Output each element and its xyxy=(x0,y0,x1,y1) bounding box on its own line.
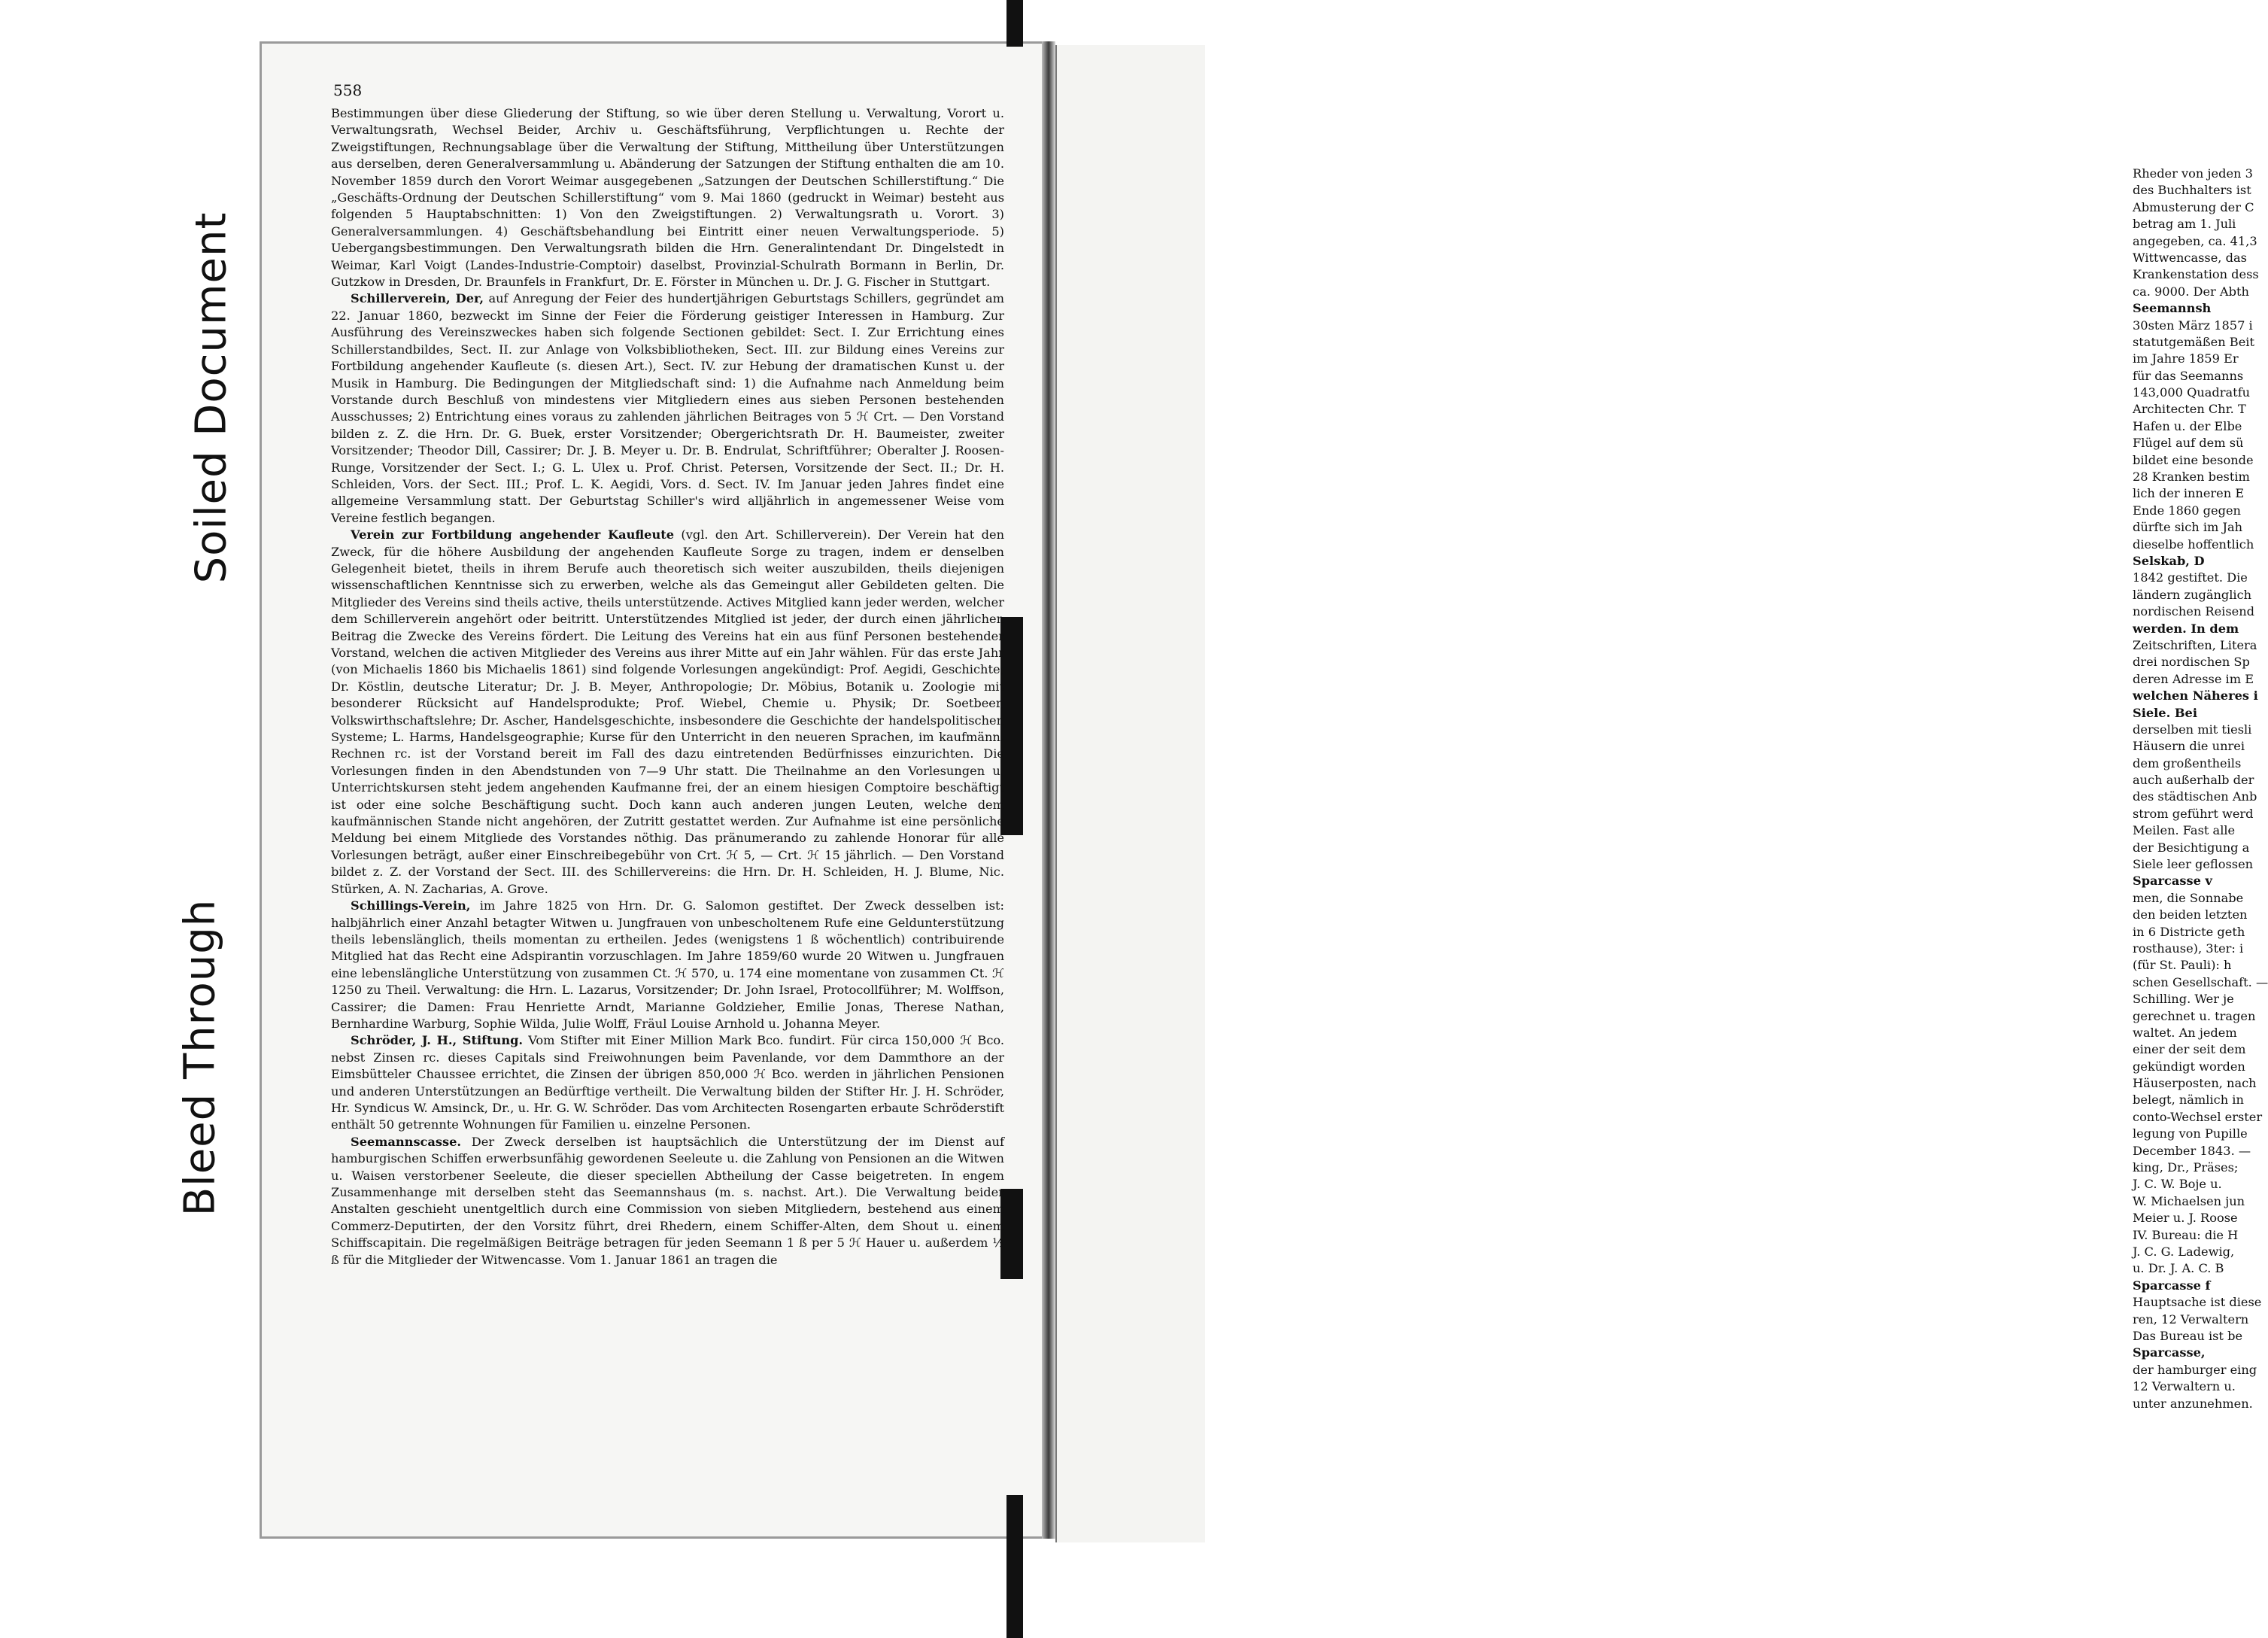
right-page-line: Das Bureau ist be xyxy=(2133,1328,2243,1343)
right-page-line: December 1843. — xyxy=(2133,1143,2251,1158)
right-page-line: ren, 12 Verwaltern xyxy=(2133,1311,2249,1327)
right-page-line: 28 Kranken bestim xyxy=(2133,470,2250,485)
right-page-line: werden. In dem xyxy=(2133,621,2239,636)
entry-paragraph xyxy=(331,898,1004,1032)
right-page-line: betrag am 1. Juli xyxy=(2133,217,2236,232)
entry-text: (vgl. den Art. Schillerverein). Der Verein hat den Zweck, für die höhere Ausbildung der angehenden Kaufleute Sorge zu tragen, indem er denselben Gelegenheit bietet, theils in ihrem Berufe auch theoretisch sich weiter auszubilden, theils diejenigen wissenschaftlichen Kenntnisse sich zu erwerben, welche als das Gemeingut aller Gebildeten gelten. Die Mitglieder des Vereins sind theils active, theils unterstützende. Actives Mitglied kann jeder werden, welcher dem Schillerverein angehört oder beitritt. Unterstützendes Mitglied ist jeder, der durch einen jährlichen Beitrag die Zwecke des Vereins fördert. Die Leitung des Vereins hat ein aus fünf Personen bestehender Vorstand, welchen die activen Mitglieder des Vereins aus ihrer Mitte auf ein Jahr wählen. Für das erste Jahr (von Michaelis 1860 bis Michaelis 1861) sind folgende Vorlesungen angekündigt: Prof. Aegidi, Geschichte; Dr. Köstlin, deutsche Literatur; Dr. J. B. Meyer, Anthropologie; Dr. Möbius, Botanik u. Zoologie mit besonderer Rücksicht auf Handelsprodukte; Prof. Wiebel, Chemie u. Physik; Dr. Soetbeer, Volkswirthschaftslehre; Dr. Ascher, Handelsgeschichte, insbesondere die Geschichte der handelspolitischen Systeme; L. Harms, Handelsgeographie; Kurse für den Unterricht in den neueren Sprachen, im kaufmänn. Rechnen rc. ist der Vorstand bereit im Fall des dazu eintretenden Bedürfnisses einzurichten. Die Vorlesungen finden in den Abendstunden von 7—9 Uhr statt. Die Theilnahme an den Vorlesungen u. Unterrichtskursen steht jedem angehenden Kaufmanne frei, der an einem hiesigen Comptoire beschäftigt ist oder eine solche Beschäftigung sucht. Doch kann auch anderen jungen Leuten, welche dem kaufmännischen Stande nicht angehören, der Zutritt gestattet werden. Zur Aufnahme ist eine persönliche Meldung bei einem Mitgliede des Vorstandes nöthig. Das pränumerando zu zahlende Honorar für alle Vorlesungen beträgt, außer einer Einschreibegebühr von Crt. ℋ 5, — Crt. ℋ 15 jährlich. — Den Vorstand bildet z. Z. der Vorstand der Sect. III. des Schillervereins: die Hrn. Dr. H. Schleiden, H. J. Blume, Nic. Stürken, A. N. Zacharias, A. Grove. xyxy=(331,527,1004,896)
right-page-line: statutgemäßen Beit xyxy=(2133,334,2254,349)
right-page xyxy=(1055,45,2268,1542)
right-page-line: IV. Bureau: die H xyxy=(2133,1227,2239,1242)
right-page-line: Häuserposten, nach xyxy=(2133,1076,2257,1091)
right-page-line: Ende 1860 gegen xyxy=(2133,503,2241,518)
right-page-line: waltet. An jedem xyxy=(2133,1025,2237,1040)
right-page-line: der hamburger eing xyxy=(2133,1362,2257,1377)
soiled-document-text: Soiled Document xyxy=(187,211,235,583)
right-page-line: Flügel auf dem sü xyxy=(2133,436,2244,451)
entry-heading: Schröder, J. H., Stiftung. xyxy=(351,1033,524,1048)
right-page-line: J. C. G. Ladewig, xyxy=(2133,1244,2235,1259)
right-page-line: Schilling. Wer je xyxy=(2133,992,2234,1007)
right-page-line: u. Dr. J. A. C. B xyxy=(2133,1261,2224,1276)
right-page-line: Rheder von jeden 3 xyxy=(2133,166,2253,181)
right-page-line: welchen Näheres i xyxy=(2133,688,2258,704)
right-page-line: des Buchhalters ist xyxy=(2133,183,2251,198)
entry-paragraph xyxy=(331,1134,1004,1269)
right-page-line: ca. 9000. Der Abth xyxy=(2133,284,2249,299)
soiled-document-label xyxy=(175,179,247,615)
right-page-line: den beiden letzten xyxy=(2133,907,2248,922)
right-page-line: legung von Pupille xyxy=(2133,1126,2248,1141)
entry-paragraph xyxy=(331,290,1004,527)
entry-text: Bestimmungen über diese Gliederung der Stiftung, so wie über deren Stellung u. Verwaltung, Vorort u. Verwaltungsrath, Wechsel Beider, Archiv u. Geschäftsführung, Verpflichtungen u. Rechte der Zweigstiftungen, Rechnungsablage über die Verwaltung der Stiftung, Mittheilung über Unterstützungen aus derselben, deren Generalversammlung u. Abänderung der Satzungen der Stiftung enthalten die am 10. November 1859 durch den Vorort Weimar ausgegebenen „Satzungen der Deutschen Schillerstiftung.“ Die „Geschäfts-Ordnung der Deutschen Schillerstiftung“ vom 9. Mai 1860 (gedruckt in Weimar) besteht aus folgenden 5 Hauptabschnitten: 1) Von den Zweigstiftungen. 2) Verwaltungsrath u. Vorort. 3) Generalversammlungen. 4) Geschäftsbehandlung bei Eintritt einer neuen Verwaltungsperiode. 5) Uebergangsbestimmungen. Den Verwaltungsrath bilden die Hrn. Generalintendant Dr. Dingelstedt in Weimar, Karl Voigt (Landes-Industrie-Comptoir) daselbst, Provinzial-Schulrath Bormann in Berlin, Dr. Gutzkow in Dresden, Dr. Braunfels in Frankfurt, Dr. E. Förster in München u. Dr. J. G. Fischer in Stuttgart. xyxy=(331,106,1004,290)
right-page-line: 143,000 Quadratfu xyxy=(2133,385,2251,400)
right-page-line: Architecten Chr. T xyxy=(2133,402,2246,417)
paragraph-continuation xyxy=(331,105,1004,290)
right-page-line: auch außerhalb der xyxy=(2133,773,2254,788)
right-page-line: Krankenstation dess xyxy=(2133,267,2259,282)
right-page-line: Abmusterung der C xyxy=(2133,199,2254,214)
right-page-line: conto-Wechsel erster xyxy=(2133,1109,2263,1124)
right-page-line: rosthause), 3ter: i xyxy=(2133,941,2244,956)
right-page-line: drei nordischen Sp xyxy=(2133,655,2250,670)
right-page-line: Siele. Bei xyxy=(2133,705,2197,720)
right-page-line: Hauptsache ist diese xyxy=(2133,1295,2262,1310)
right-page-line: (für St. Pauli): h xyxy=(2133,958,2232,973)
entry-heading: Schillerverein, Der, xyxy=(351,291,484,306)
right-page-line: für das Seemanns xyxy=(2133,368,2244,383)
right-page-line: ländern zugänglich xyxy=(2133,587,2252,602)
right-page-line: Zeitschriften, Litera xyxy=(2133,637,2257,652)
entry-text: Vom Stifter mit Einer Million Mark Bco. fundirt. Für circa 150,000 ℋ Bco. nebst Zinsen rc. dieses Capitals sind Freiwohnungen beim Pavenlande, vor dem Dammthore an der Eimsbütteler Chaussee errichtet, die Zinsen der übrigen 850,000 ℋ Bco. werden in jährlichen Pensionen und anderen Unterstützungen an Bedürftige vertheilt. Die Verwaltung bilden der Stifter Hr. J. H. Schröder, Hr. Syndicus W. Amsinck, Dr., u. Hr. G. W. Schröder. Das vom Architecten Rosengarten erbaute Schröderstift enthält 50 getrennte Wohnungen für Familien u. einzelne Personen. xyxy=(331,1033,1004,1132)
right-page-line: dem großentheils xyxy=(2133,755,2242,770)
main-text-column xyxy=(331,105,1004,1269)
right-page-line: Sparcasse v xyxy=(2133,874,2212,889)
right-page-line: gerechnet u. tragen xyxy=(2133,1008,2256,1023)
right-page-line: nordischen Reisend xyxy=(2133,604,2255,619)
right-page-line: Häusern die unrei xyxy=(2133,739,2245,754)
right-page-line: dürfte sich im Jah xyxy=(2133,520,2243,535)
right-page-line: king, Dr., Präses; xyxy=(2133,1160,2239,1175)
entry-paragraph xyxy=(331,527,1004,898)
right-page-line: belegt, nämlich in xyxy=(2133,1093,2244,1108)
right-page-line: J. C. W. Boje u. xyxy=(2133,1177,2222,1192)
scanner-clip-top xyxy=(1006,0,1023,47)
right-page-line: deren Adresse im E xyxy=(2133,671,2254,686)
right-page-line: gekündigt worden xyxy=(2133,1059,2245,1074)
right-page-line: men, die Sonnabe xyxy=(2133,890,2244,905)
right-page-line: strom geführt werd xyxy=(2133,806,2254,821)
right-page-line: in 6 Districte geth xyxy=(2133,924,2245,939)
right-page-line: unter anzunehmen. xyxy=(2133,1396,2253,1411)
right-page-line: Seemannsh xyxy=(2133,301,2212,316)
entry-heading: Verein zur Fortbildung angehender Kaufleute xyxy=(351,527,675,542)
right-page-line: der Besichtigung a xyxy=(2133,840,2250,855)
right-page-line: lich der inneren E xyxy=(2133,486,2245,501)
right-page-line: schen Gesellschaft. — xyxy=(2133,974,2268,989)
right-page-line: im Jahre 1859 Er xyxy=(2133,351,2239,366)
bleed-through-text: Bleed Through xyxy=(175,898,225,1216)
right-page-line: derselben mit tiesli xyxy=(2133,722,2252,737)
right-page-line: des städtischen Anb xyxy=(2133,789,2257,804)
right-page-line: einer der seit dem xyxy=(2133,1042,2246,1057)
scanner-clip-bottom xyxy=(1006,1495,1023,1638)
right-page-line: Selskab, D xyxy=(2133,553,2205,568)
right-page-line: Sparcasse, xyxy=(2133,1345,2206,1360)
right-page-line: bildet eine besonde xyxy=(2133,452,2254,467)
right-page-text xyxy=(2133,166,2268,1412)
right-page-line: dieselbe hoffentlich xyxy=(2133,536,2254,552)
entry-heading: Schillings-Verein, xyxy=(351,898,471,913)
right-page-line: Meier u. J. Roose xyxy=(2133,1211,2238,1226)
right-page-line: W. Michaelsen jun xyxy=(2133,1193,2245,1208)
entry-text: auf Anregung der Feier des hundertjährigen Geburtstags Schillers, gegründet am 22. Januar 1860, bezweckt im Sinne der Feier die Förderung geistiger Interessen in Hamburg. Zur Ausführung des Vereinszweckes haben sich folgende Sectionen gebildet: Sect. I. Zur Errichtung eines Schillerstandbildes, Sect. II. zur Anlage von Volksbibliotheken, Sect. III. zur Bildung eines Vereins zur Fortbildung angehender Kaufleute (s. diesen Art.), Sect. IV. zur Hebung der dramatischen Kunst u. der Musik in Hamburg. Die Bedingungen der Mitgliedschaft sind: 1) die Aufnahme nach Anmeldung beim Vorstande durch Beschluß von mindestens vier Mitgliedern eines aus sieben Personen bestehenden Ausschusses; 2) Entrichtung eines voraus zu zahlenden jährlichen Beitrages von 5 ℋ Crt. — Den Vorstand bilden z. Z. die Hrn. Dr. G. Buek, erster Vorsitzender; Obergerichtsrath Dr. H. Baumeister, zweiter Vorsitzender; Theodor Dill, Cassirer; Dr. J. B. Meyer u. Dr. B. Endrulat, Schriftführer; Oberalter J. Roosen-Runge, Vorsitzender der Sect. I.; G. L. Ulex u. Prof. Christ. Petersen, Vorsitzende der Sect. II.; Dr. H. Schleiden, Vors. der Sect. III.; Prof. L. K. Aegidi, Vors. d. Sect. IV. Im Januar jeden Jahres findet eine allgemeine Versammlung statt. Der Geburtstag Schiller's wird alljährlich in angemessener Weise vom Vereine festlich begangen. xyxy=(331,291,1004,525)
entry-text: im Jahre 1825 von Hrn. Dr. G. Salomon gestiftet. Der Zweck desselben ist: halbjährlich einer Anzahl betagter Witwen u. Jungfrauen von unbescholtenem Rufe eine Geldunterstützung theils lebenslänglich, theils momentan zu ertheilen. Jedes (wenigstens 1 ß wöchentlich) contribuirende Mitglied hat das Recht eine Adspirantin vorzuschlagen. Im Jahre 1859/60 wurde 20 Witwen u. Jungfrauen eine lebenslängliche Unterstützung von zusammen Ct. ℋ 570, u. 174 eine momentane von zusammen Ct. ℋ 1250 zu Theil. Verwaltung: die Hrn. L. Lazarus, Vorsitzender; Dr. John Israel, Protocollführer; M. Wolffson, Cassirer; die Damen: Frau Henriette Arndt, Marianne Goldzieher, Emilie Jonas, Therese Nathan, Bernhardine Warburg, Sophie Wilda, Julie Wolff, Fräul Louise Arnhold u. Johanna Meyer. xyxy=(331,898,1004,1031)
right-page-line: 1842 gestiftet. Die xyxy=(2133,570,2248,585)
book-gutter xyxy=(1042,41,1055,1539)
right-page-line: Sparcasse f xyxy=(2133,1278,2211,1293)
right-page-line: Siele leer geflossen xyxy=(2133,857,2254,872)
bleed-through-label xyxy=(164,839,235,1275)
entry-text: Der Zweck derselben ist hauptsächlich die Unterstützung der im Dienst auf hamburgischen Schiffen erwerbsunfähig gewordenen Seeleute u. die Zahlung von Pensionen an die Witwen u. Waisen verstorbener Seeleute, die dieser speciellen Abtheilung der Casse beigetreten. In engem Zusammenhange mit derselben steht das Seemannshaus (m. s. nachst. Art.). Die Verwaltung beider Anstalten geschieht unentgeltlich durch eine Commission von sieben Mitgliedern, bestehend aus einem Commerz-Deputirten, der den Vorsitz führt, drei Rhedern, einem Schiffer-Alten, dem Shout u. einem Schiffscapitain. Die regelmäßigen Beiträge betragen für jeden Seemann 1 ß per 5 ℋ Hauer u. außerdem ½ ß für die Mitglieder der Witwencasse. Vom 1. Januar 1861 an tragen die xyxy=(331,1134,1004,1267)
right-page-line: Wittwencasse, das xyxy=(2133,250,2247,265)
right-page-line: 12 Verwaltern u. xyxy=(2133,1379,2236,1394)
right-page-line: 30sten März 1857 i xyxy=(2133,318,2253,333)
entry-paragraph xyxy=(331,1032,1004,1133)
right-page-line: Hafen u. der Elbe xyxy=(2133,418,2242,433)
entry-heading: Seemannscasse. xyxy=(351,1134,462,1149)
right-page-line: angegeben, ca. 41,3 xyxy=(2133,233,2257,248)
right-page-line: Meilen. Fast alle xyxy=(2133,823,2236,838)
page-number: 558 xyxy=(333,81,363,99)
